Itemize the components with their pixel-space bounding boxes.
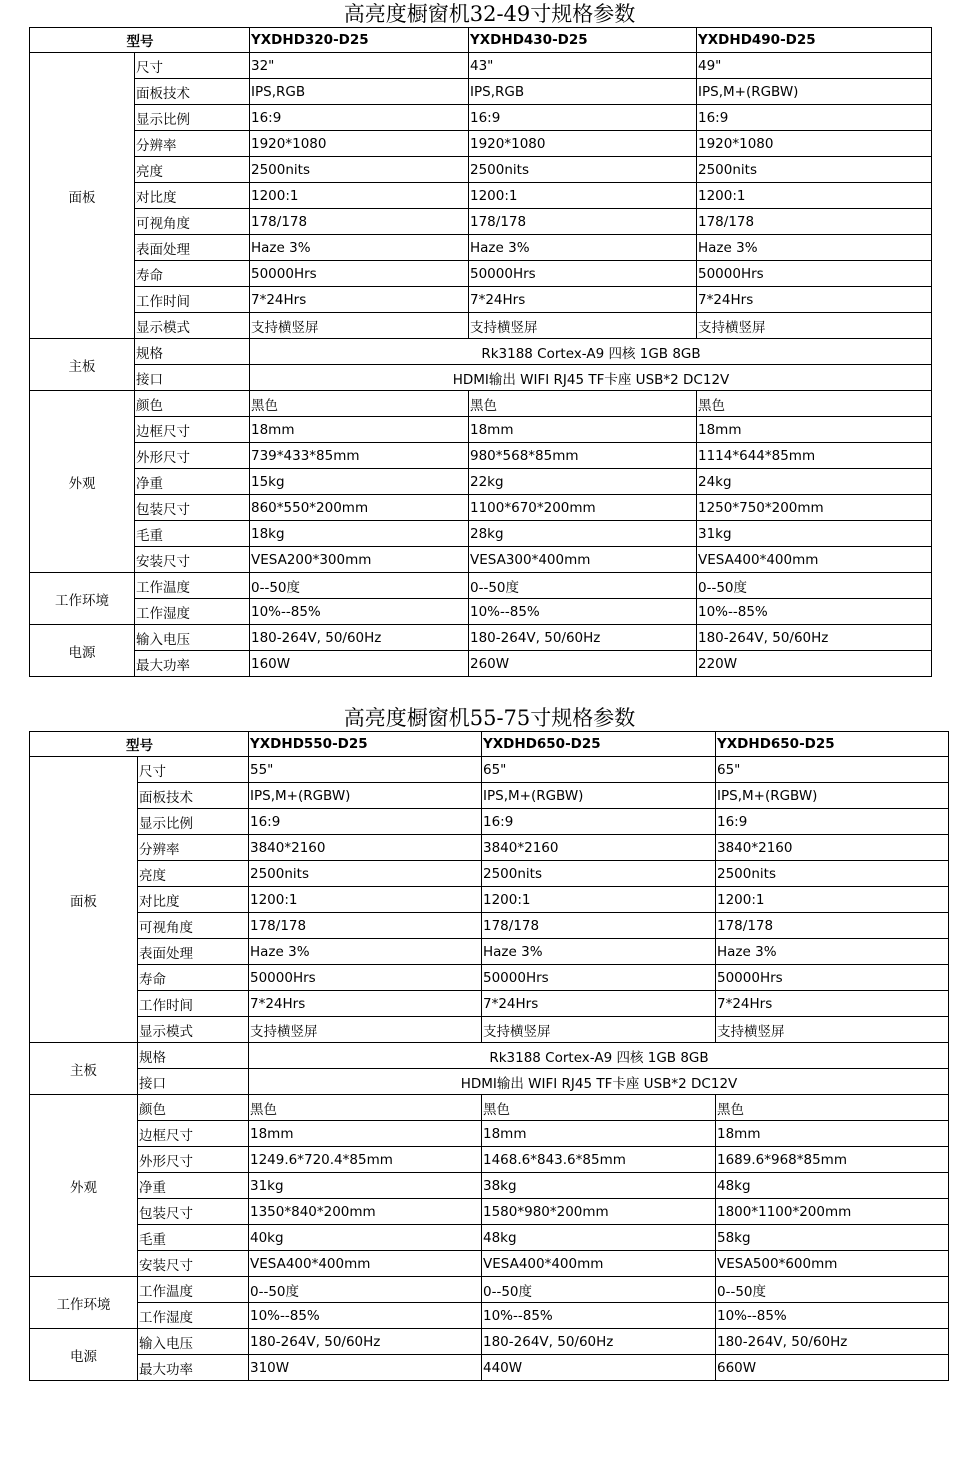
cell-value: 3840*2160 — [482, 835, 716, 861]
cell-value: 1249.6*720.4*85mm — [249, 1147, 482, 1173]
model-label: 型号 — [30, 732, 249, 757]
table-row — [30, 1329, 949, 1355]
table-row — [30, 183, 932, 209]
row-label: 分辨率 — [135, 131, 250, 157]
cell-value: 50000Hrs — [469, 261, 697, 287]
row-label: 面板技术 — [138, 783, 249, 809]
row-label: 对比度 — [138, 887, 249, 913]
cell-value: IPS,M+(RGBW) — [697, 79, 932, 105]
cell-value: 31kg — [697, 521, 932, 547]
table-row — [30, 1277, 949, 1303]
cell-value: 18mm — [716, 1121, 949, 1147]
cell-value: 黑色 — [469, 391, 697, 417]
board-group-label: 主板 — [30, 1043, 138, 1095]
table-row — [30, 547, 932, 573]
cell-value: 2500nits — [697, 157, 932, 183]
table-row — [30, 209, 932, 235]
cell-value: 18mm — [469, 417, 697, 443]
row-label: 最大功率 — [135, 651, 250, 677]
cell-value: 43" — [469, 53, 697, 79]
table-row — [30, 443, 932, 469]
cell-value: 16:9 — [469, 105, 697, 131]
cell-value: 160W — [250, 651, 469, 677]
cell-value: Haze 3% — [482, 939, 716, 965]
cell-value: 1200:1 — [469, 183, 697, 209]
cell-value: Haze 3% — [697, 235, 932, 261]
row-label: 工作湿度 — [138, 1303, 249, 1329]
cell-value: 1200:1 — [249, 887, 482, 913]
cell-value: 支持横竖屏 — [697, 313, 932, 339]
row-label: 安装尺寸 — [135, 547, 250, 573]
cell-value: 1800*1100*200mm — [716, 1199, 949, 1225]
appearance-group-label: 外观 — [30, 391, 135, 573]
cell-value: 2500nits — [469, 157, 697, 183]
cell-value: 178/178 — [482, 913, 716, 939]
table-row — [30, 339, 932, 365]
cell-value: IPS,M+(RGBW) — [716, 783, 949, 809]
cell-value: 1689.6*968*85mm — [716, 1147, 949, 1173]
cell-value: 10%--85% — [716, 1303, 949, 1329]
cell-value: 7*24Hrs — [716, 991, 949, 1017]
cell-value: 1350*840*200mm — [249, 1199, 482, 1225]
row-label: 寿命 — [138, 965, 249, 991]
cell-value: 0--50度 — [249, 1277, 482, 1303]
cell-value: 10%--85% — [469, 599, 697, 625]
row-label: 毛重 — [135, 521, 250, 547]
row-label: 外形尺寸 — [138, 1147, 249, 1173]
cell-value: 22kg — [469, 469, 697, 495]
cell-value: 0--50度 — [697, 573, 932, 599]
cell-value: 支持横竖屏 — [716, 1017, 949, 1043]
cell-value: 2500nits — [250, 157, 469, 183]
table-row — [30, 599, 932, 625]
cell-value: 支持横竖屏 — [482, 1017, 716, 1043]
table-row — [30, 53, 932, 79]
table-row — [30, 417, 932, 443]
cell-value: 1100*670*200mm — [469, 495, 697, 521]
cell-value: VESA400*400mm — [482, 1251, 716, 1277]
spec-table-32-49 — [29, 27, 932, 677]
table-row — [30, 573, 932, 599]
cell-value: 1200:1 — [697, 183, 932, 209]
row-label: 显示模式 — [138, 1017, 249, 1043]
table-row — [30, 469, 932, 495]
row-label: 规格 — [135, 339, 250, 365]
cell-value: 65" — [482, 757, 716, 783]
board-spec-value: Rk3188 Cortex-A9 四核 1GB 8GB — [250, 339, 932, 365]
cell-value: Haze 3% — [716, 939, 949, 965]
cell-value: 180-264V, 50/60Hz — [469, 625, 697, 651]
table-row — [30, 157, 932, 183]
table-row — [30, 625, 932, 651]
cell-value: 1920*1080 — [250, 131, 469, 157]
cell-value: 18kg — [250, 521, 469, 547]
cell-value: 7*24Hrs — [697, 287, 932, 313]
row-label: 亮度 — [135, 157, 250, 183]
table-row — [30, 521, 932, 547]
cell-value: 1920*1080 — [697, 131, 932, 157]
table-row — [30, 1043, 949, 1069]
model-name: YXDHD320-D25 — [250, 28, 469, 53]
cell-value: 50000Hrs — [249, 965, 482, 991]
panel-group-label: 面板 — [30, 53, 135, 339]
row-label: 显示模式 — [135, 313, 250, 339]
row-label: 安装尺寸 — [138, 1251, 249, 1277]
cell-value: 28kg — [469, 521, 697, 547]
table-row — [30, 1251, 949, 1277]
table-row — [30, 1017, 949, 1043]
cell-value: 黑色 — [697, 391, 932, 417]
cell-value: 48kg — [482, 1225, 716, 1251]
table-row — [30, 835, 949, 861]
table-row — [30, 1121, 949, 1147]
table-row — [30, 235, 932, 261]
board-spec-value: Rk3188 Cortex-A9 四核 1GB 8GB — [249, 1043, 949, 1069]
row-label: 颜色 — [138, 1095, 249, 1121]
cell-value: 支持横竖屏 — [469, 313, 697, 339]
cell-value: IPS,M+(RGBW) — [482, 783, 716, 809]
cell-value: 50000Hrs — [482, 965, 716, 991]
cell-value: 660W — [716, 1355, 949, 1381]
board-group-label: 主板 — [30, 339, 135, 391]
cell-value: IPS,RGB — [250, 79, 469, 105]
cell-value: 1580*980*200mm — [482, 1199, 716, 1225]
cell-value: 支持横竖屏 — [250, 313, 469, 339]
cell-value: 860*550*200mm — [250, 495, 469, 521]
table-row — [30, 287, 932, 313]
model-name: YXDHD650-D25 — [716, 732, 949, 757]
row-label: 工作时间 — [138, 991, 249, 1017]
cell-value: 32" — [250, 53, 469, 79]
table-row — [30, 913, 949, 939]
row-label: 面板技术 — [135, 79, 250, 105]
row-label: 输入电压 — [138, 1329, 249, 1355]
model-header-row — [30, 732, 949, 757]
spec-title-55-75: 高亮度橱窗机55-75寸规格参数 — [343, 706, 636, 730]
cell-value: 310W — [249, 1355, 482, 1381]
cell-value: 220W — [697, 651, 932, 677]
cell-value: 2500nits — [716, 861, 949, 887]
cell-value: 18mm — [697, 417, 932, 443]
row-label: 颜色 — [135, 391, 250, 417]
table-row — [30, 1199, 949, 1225]
row-label: 表面处理 — [135, 235, 250, 261]
cell-value: 48kg — [716, 1173, 949, 1199]
row-label: 输入电压 — [135, 625, 250, 651]
table-row — [30, 495, 932, 521]
cell-value: 178/178 — [697, 209, 932, 235]
cell-value: 黑色 — [250, 391, 469, 417]
cell-value: 支持横竖屏 — [249, 1017, 482, 1043]
cell-value: 1200:1 — [482, 887, 716, 913]
row-label: 工作时间 — [135, 287, 250, 313]
table-row — [30, 887, 949, 913]
table-row — [30, 965, 949, 991]
cell-value: 16:9 — [482, 809, 716, 835]
table-row — [30, 939, 949, 965]
cell-value: 180-264V, 50/60Hz — [697, 625, 932, 651]
model-name: YXDHD650-D25 — [482, 732, 716, 757]
row-label: 工作湿度 — [135, 599, 250, 625]
model-name: YXDHD550-D25 — [249, 732, 482, 757]
table-row — [30, 391, 932, 417]
cell-value: 16:9 — [249, 809, 482, 835]
cell-value: 15kg — [250, 469, 469, 495]
table-row — [30, 1355, 949, 1381]
row-label: 可视角度 — [138, 913, 249, 939]
row-label: 边框尺寸 — [135, 417, 250, 443]
cell-value: 178/178 — [250, 209, 469, 235]
row-label: 对比度 — [135, 183, 250, 209]
table-row — [30, 1303, 949, 1329]
cell-value: 1250*750*200mm — [697, 495, 932, 521]
cell-value: 440W — [482, 1355, 716, 1381]
cell-value: 1920*1080 — [469, 131, 697, 157]
table-row — [30, 861, 949, 887]
row-label: 净重 — [138, 1173, 249, 1199]
cell-value: 16:9 — [716, 809, 949, 835]
cell-value: 7*24Hrs — [249, 991, 482, 1017]
row-label: 包装尺寸 — [135, 495, 250, 521]
cell-value: 980*568*85mm — [469, 443, 697, 469]
row-label: 分辨率 — [138, 835, 249, 861]
cell-value: 49" — [697, 53, 932, 79]
cell-value: VESA400*400mm — [249, 1251, 482, 1277]
cell-value: 18mm — [250, 417, 469, 443]
cell-value: 739*433*85mm — [250, 443, 469, 469]
cell-value: 黑色 — [482, 1095, 716, 1121]
cell-value: VESA500*600mm — [716, 1251, 949, 1277]
cell-value: 7*24Hrs — [250, 287, 469, 313]
model-name: YXDHD490-D25 — [697, 28, 932, 53]
cell-value: 10%--85% — [482, 1303, 716, 1329]
cell-value: 1468.6*843.6*85mm — [482, 1147, 716, 1173]
cell-value: 178/178 — [249, 913, 482, 939]
spec-table-body — [30, 732, 949, 1381]
cell-value: 1200:1 — [250, 183, 469, 209]
cell-value: 3840*2160 — [716, 835, 949, 861]
board-port-value: HDMI输出 WIFI RJ45 TF卡座 USB*2 DC12V — [250, 365, 932, 391]
cell-value: 50000Hrs — [250, 261, 469, 287]
cell-value: 180-264V, 50/60Hz — [250, 625, 469, 651]
table-row — [30, 79, 932, 105]
cell-value: 55" — [249, 757, 482, 783]
table-row — [30, 105, 932, 131]
cell-value: 0--50度 — [482, 1277, 716, 1303]
cell-value: 黑色 — [716, 1095, 949, 1121]
cell-value: 0--50度 — [469, 573, 697, 599]
cell-value: 10%--85% — [697, 599, 932, 625]
cell-value: 58kg — [716, 1225, 949, 1251]
row-label: 外形尺寸 — [135, 443, 250, 469]
row-label: 边框尺寸 — [138, 1121, 249, 1147]
spec-table-body — [30, 28, 932, 677]
row-label: 工作温度 — [135, 573, 250, 599]
cell-value: 180-264V, 50/60Hz — [716, 1329, 949, 1355]
table-row — [30, 809, 949, 835]
cell-value: VESA200*300mm — [250, 547, 469, 573]
row-label: 可视角度 — [135, 209, 250, 235]
cell-value: 50000Hrs — [716, 965, 949, 991]
cell-value: 260W — [469, 651, 697, 677]
row-label: 显示比例 — [135, 105, 250, 131]
cell-value: 0--50度 — [716, 1277, 949, 1303]
cell-value: 10%--85% — [250, 599, 469, 625]
cell-value: Haze 3% — [250, 235, 469, 261]
cell-value: IPS,RGB — [469, 79, 697, 105]
table-row — [30, 651, 932, 677]
row-label: 亮度 — [138, 861, 249, 887]
row-label: 最大功率 — [138, 1355, 249, 1381]
cell-value: Haze 3% — [249, 939, 482, 965]
power-group-label: 电源 — [30, 1329, 138, 1381]
row-label: 显示比例 — [138, 809, 249, 835]
table-row — [30, 1173, 949, 1199]
row-label: 表面处理 — [138, 939, 249, 965]
environment-group-label: 工作环境 — [30, 1277, 138, 1329]
cell-value: 180-264V, 50/60Hz — [482, 1329, 716, 1355]
row-label: 寿命 — [135, 261, 250, 287]
cell-value: 38kg — [482, 1173, 716, 1199]
table-row — [30, 365, 932, 391]
cell-value: VESA400*400mm — [697, 547, 932, 573]
row-label: 尺寸 — [138, 757, 249, 783]
cell-value: 31kg — [249, 1173, 482, 1199]
spec-table-55-75 — [29, 731, 949, 1381]
cell-value: 24kg — [697, 469, 932, 495]
table-row — [30, 261, 932, 287]
cell-value: 2500nits — [249, 861, 482, 887]
cell-value: 1200:1 — [716, 887, 949, 913]
cell-value: 40kg — [249, 1225, 482, 1251]
row-label: 净重 — [135, 469, 250, 495]
cell-value: 178/178 — [469, 209, 697, 235]
board-port-value: HDMI输出 WIFI RJ45 TF卡座 USB*2 DC12V — [249, 1069, 949, 1095]
spec-title-32-49: 高亮度橱窗机32-49寸规格参数 — [343, 2, 636, 26]
cell-value: 2500nits — [482, 861, 716, 887]
row-label: 毛重 — [138, 1225, 249, 1251]
table-row — [30, 131, 932, 157]
cell-value: 16:9 — [250, 105, 469, 131]
row-label: 接口 — [138, 1069, 249, 1095]
cell-value: 7*24Hrs — [482, 991, 716, 1017]
model-label: 型号 — [30, 28, 250, 53]
row-label: 接口 — [135, 365, 250, 391]
appearance-group-label: 外观 — [30, 1095, 138, 1277]
row-label: 规格 — [138, 1043, 249, 1069]
cell-value: VESA300*400mm — [469, 547, 697, 573]
cell-value: 65" — [716, 757, 949, 783]
cell-value: 7*24Hrs — [469, 287, 697, 313]
table-row — [30, 757, 949, 783]
cell-value: 18mm — [249, 1121, 482, 1147]
cell-value: 50000Hrs — [697, 261, 932, 287]
table-row — [30, 313, 932, 339]
cell-value: 3840*2160 — [249, 835, 482, 861]
cell-value: 180-264V, 50/60Hz — [249, 1329, 482, 1355]
row-label: 工作温度 — [138, 1277, 249, 1303]
cell-value: 18mm — [482, 1121, 716, 1147]
cell-value: 178/178 — [716, 913, 949, 939]
cell-value: 0--50度 — [250, 573, 469, 599]
cell-value: 黑色 — [249, 1095, 482, 1121]
table-row — [30, 991, 949, 1017]
model-header-row — [30, 28, 932, 53]
table-row — [30, 783, 949, 809]
cell-value: 1114*644*85mm — [697, 443, 932, 469]
model-name: YXDHD430-D25 — [469, 28, 697, 53]
panel-group-label: 面板 — [30, 757, 138, 1043]
table-row — [30, 1147, 949, 1173]
cell-value: Haze 3% — [469, 235, 697, 261]
table-row — [30, 1095, 949, 1121]
table-row — [30, 1069, 949, 1095]
power-group-label: 电源 — [30, 625, 135, 677]
cell-value: IPS,M+(RGBW) — [249, 783, 482, 809]
environment-group-label: 工作环境 — [30, 573, 135, 625]
row-label: 尺寸 — [135, 53, 250, 79]
cell-value: 16:9 — [697, 105, 932, 131]
cell-value: 10%--85% — [249, 1303, 482, 1329]
table-row — [30, 1225, 949, 1251]
row-label: 包装尺寸 — [138, 1199, 249, 1225]
